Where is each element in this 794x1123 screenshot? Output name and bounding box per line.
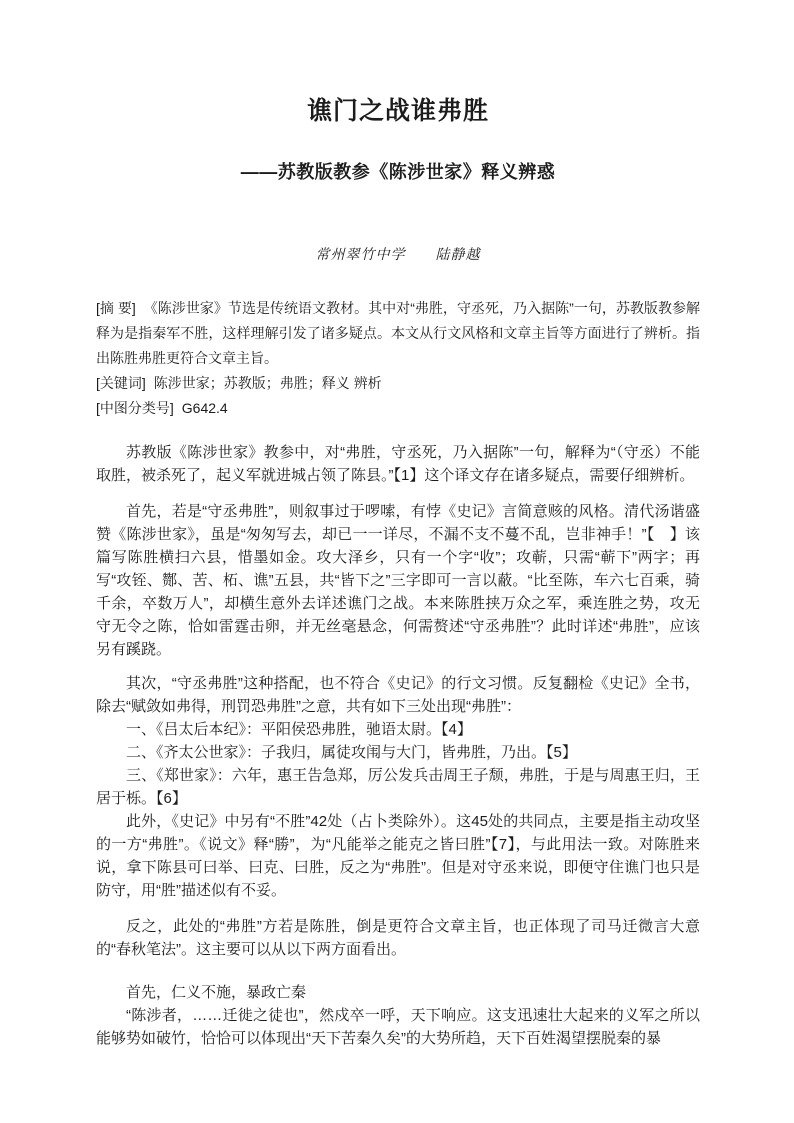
paragraph-intro: 苏教版《陈涉世家》教参中，对“弗胜，守丞死，乃入据陈”一句，解释为“（守丞）不能取胜，被杀死了，起义军就进城占领了陈县。”【1】这个译文存在诸多疑点，需要仔细辨析。: [96, 444, 700, 485]
abstract-line: [96, 296, 700, 371]
article-body: [96, 441, 700, 1050]
author-line: 常州翠竹中学 陆静越: [315, 248, 481, 264]
clc-label: [中图分类号]: [96, 400, 174, 417]
list-item-2: 二、《齐太公世家》：子我归，属徒攻闱与大门，皆弗胜，乃出。【5】: [126, 744, 577, 762]
paragraph-counter-view: 反之，此处的“弗胜”方若是陈胜，倒是更符合文章主旨，也正体现了司马迁微言大意的“春秋笔法”。这主要可以从以下两方面看出。: [96, 918, 700, 959]
paragraph-usage-analysis: 此外，《史记》中另有“不胜”42处（占卜类除外）。这45处的共同点，主要是指主动攻坚的一方“弗胜”。《说文》释“勝”，为“凡能举之能克之皆曰胜”【7】，与此用法一致。对陈胜来说，拿下陈县可曰举、曰克、曰胜，反之为“弗胜”。但是对守丞来说，即便守住谯门也只是防守，用“胜”描述似有不妥。: [96, 813, 700, 900]
clc-value: G642.4: [181, 400, 228, 417]
keywords-label: [关键词]: [96, 375, 146, 392]
meta-block: [96, 296, 700, 421]
abstract-text: 《陈涉世家》节选是传统语文教材。其中对“弗胜，守丞死，乃入据陈”一句，苏教版教参解释为是指秦军不胜，这样理解引发了诸多疑点。本文从行文风格和文章主旨等方面进行了辨析。指出陈胜弗胜更符合文章主旨。: [96, 300, 700, 367]
section-heading: 首先，仁义不施，暴政亡秦: [126, 984, 307, 1002]
page-subtitle: ——苏教版教参《陈涉世家》释义辨惑: [240, 162, 556, 183]
clc-line: [96, 396, 700, 421]
list-item-1: 一、《吕太后本纪》：平阳侯恐弗胜，驰语太尉。【4】: [126, 721, 472, 739]
keywords-line: [96, 371, 700, 396]
keywords-text: 陈涉世家；苏教版；弗胜；释义 辨析: [153, 375, 382, 392]
paragraph-first-argument: 首先，若是“守丞弗胜”，则叙事过于啰嗦，有悖《史记》言简意赅的风格。清代汤谐盛赞《陈涉世家》，虽是“匆匆写去，却已一一详尽，不漏不支不蔓不乱，岂非神手！”【 】该篇写陈胜横扫六县，惜墨如金。攻大泽乡，只有一个字“收”；攻蕲，只需“蕲下”两字；再写“攻铚、酂、苦、柘、谯”五县，共“皆下之”三字即可一言以蔽。“比至陈，车六七百乘，骑千余，卒数万人”，却横生意外去详述谯门之战。本来陈胜挟万众之军，乘连胜之势，攻无守无令之陈，恰如雷霆击卵，并无丝毫悬念，何需赘述“守丞弗胜”？此时详述“弗胜”，应该另有蹊跷。: [96, 503, 700, 659]
list-item-3: 三、《郑世家》：六年，惠王告急郑，厉公发兵击周王子颓，弗胜，于是与周惠王归，王居于栎。【6】: [96, 767, 700, 808]
paragraph-final: “陈涉者，……迁徙之徒也”，然戍卒一呼，天下响应。这支迅速壮大起来的义军之所以能够势如破竹，恰恰可以体现出“天下苦秦久矣”的大势所趋，天下百姓渴望摆脱秦的暴: [96, 1007, 700, 1048]
abstract-label: [摘 要]: [96, 300, 136, 317]
page-title: 谯门之战谁弗胜: [306, 97, 489, 125]
paragraph-second-argument: 其次，“守丞弗胜”这种搭配，也不符合《史记》的行文习惯。反复翻检《史记》全书，除去“赋敛如弗得，刑罚恐弗胜”之意，共有如下三处出现“弗胜”：: [96, 675, 700, 716]
